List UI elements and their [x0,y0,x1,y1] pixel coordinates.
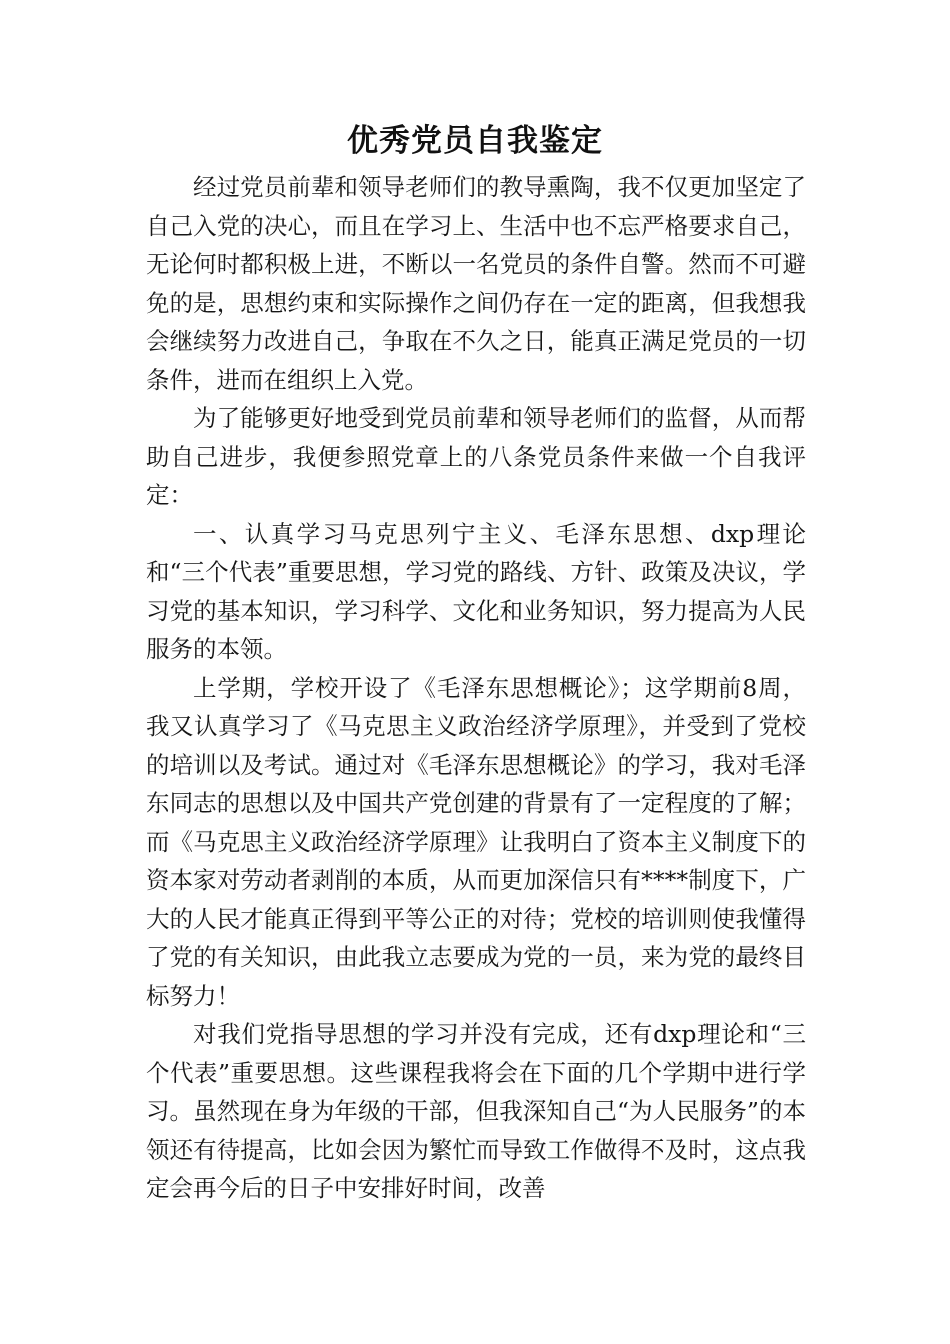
paragraph-future-study: 对我们党指导思想的学习并没有完成，还有dxp理论和“三个代表”重要思想。这些课程我将会在下面的几个学期中进行学习。虽然现在身为年级的干部，但我深知自己“为人民服务”的本领还有待提高，比如会因为繁忙而导致工作做得不及时，这点我定会再今后的日子中安排好时间，改善 [146,1020,806,1202]
paragraph-purpose: 为了能够更好地受到党员前辈和领导老师们的监督，从而帮助自己进步，我便参照党章上的八条党员条件来做一个自我评定： [146,404,806,509]
paragraph-intro: 经过党员前辈和领导老师们的教导熏陶，我不仅更加坚定了自己入党的决心，而且在学习上、生活中也不忘严格要求自己，无论何时都积极上进，不断以一名党员的条件自警。然而不可避免的是，思想约束和实际操作之间仍存在一定的距离，但我想我会继续努力改进自己，争取在不久之日，能真正满足党员的一切条件，进而在组织上入党。 [146,173,806,394]
paragraph-study-record: 上学期，学校开设了《毛泽东思想概论》；这学期前8周，我又认真学习了《马克思主义政治经济学原理》，并受到了党校的培训以及考试。通过对《毛泽东思想概论》的学习，我对毛泽东同志的思想以及中国共产党创建的背景有了一定程度的了解；而《马克思主义政治经济学原理》让我明白了资本主义制度下的资本家对劳动者剥削的本质，从而更加深信只有****制度下，广大的人民才能真正得到平等公正的对待；党校的培训则使我懂得了党的有关知识，由此我立志要成为党的一员，来为党的最终目标努力！ [146,673,806,1010]
document-body [146,168,806,1208]
paragraph-condition-one: 一、认真学习马克思列宁主义、毛泽东思想、dxp理论和“三个代表”重要思想，学习党的路线、方针、政策及决议，学习党的基本知识，学习科学、文化和业务知识，努力提高为人民服务的本领。 [146,519,806,663]
document-title: 优秀党员自我鉴定 [347,123,603,159]
